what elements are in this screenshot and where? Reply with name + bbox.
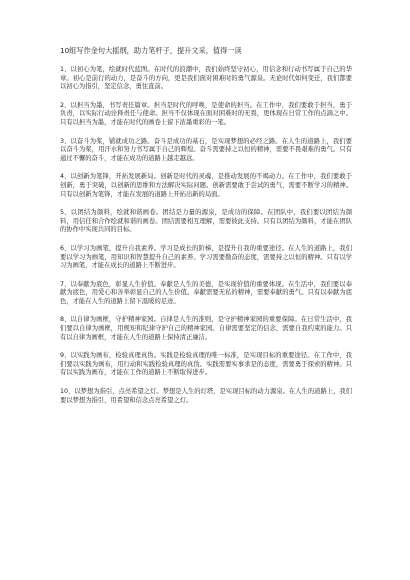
paragraph-2: 2、以担当为墨，书写责任篇章。担当是时代的呼唤，是使命的担当。在工作中，我们要敢于担当，勇于负责，以实际行动诠释责任与使命。担当不仅体现在面对困难时的无畏，更体现在日常工作的点滴之中。只有以担当为墨，才能在时代的画卷上留下浓墨重彩的一笔。 <box>60 101 352 126</box>
paragraph-3: 3、以奋斗为桨，铺就成功之路。奋斗是成功的基石，是实现梦想的必经之路。在人生的道路上，我们要以奋斗为桨，用汗水和努力书写属于自己的辉煌。奋斗需要持之以恒的精神，需要不畏艰难的勇气。只有通过不懈的奋斗，才能在成功的道路上越走越远。 <box>60 137 352 162</box>
paragraph-10: 10、以梦想为指引，点亮希望之灯。梦想是人生的灯塔，是实现目标的动力源泉。在人生的道路上，我们要以梦想为指引，用希望和信念点亮希望之灯。 <box>60 388 352 404</box>
paragraph-7: 7、以奉献为底色，彰显人生价值。奉献是人生的美德，是实现价值的重要体现。在生活中，我们要以奉献为底色，用爱心和善举彰显自己的人生价值。奉献需要无私的精神，需要奉献的勇气。只有以奉献为底色，才能在人生的道路上留下温暖的足迹。 <box>60 280 352 305</box>
paragraph-8: 8、以自律为画框，守护精神家园。自律是人生的准则，是守护精神家园的重要保障。在日常生活中，我们要以自律为画框，用规矩和纪律守护自己的精神家园。自律需要坚定的信念，需要自我约束的能力。只有以自律为画框，才能在人生的道路上保持清正廉洁。 <box>60 316 352 341</box>
paragraph-1: 1、以初心为笔，绘就时代蓝图。在时代的浪潮中，我们始终坚守初心，用信念和行动书写属于自己的华章。初心是前行的动力，是奋斗的方向，更是我们面对困难时的勇气源泉。无论时代如何变迁，我们都要以初心为指引，坚定信念，勇往直前。 <box>60 66 352 91</box>
paragraph-9: 9、以实践为画布，检验真理真伪。实践是检验真理的唯一标准，是实现目标的重要途径。在工作中，我们要以实践为画布，用行动和实践检验真理的真伪。实践需要实事求是的态度，需要勇于探索的精神。只有以实践为画布，才能在工作的道路上不断取得进步。 <box>60 352 352 377</box>
paragraph-6: 6、以学习为画笔，提升自我素养。学习是成长的阶梯，是提升自我的重要途径。在人生的道路上，我们要以学习为画笔，用知识和智慧提升自己的素养。学习需要勤奋的态度，需要持之以恒的精神。只有以学习为画笔，才能在成长的道路上不断进步。 <box>60 244 352 270</box>
paragraph-5: 5、以团结为颜料，绘就和谐画卷。团结是力量的源泉，是成功的保障。在团队中，我们要以团结为颜料，用信任和合作绘就和谐的画卷。团结需要相互理解，需要彼此支持。只有以团结为颜料，才能在团队的协作中实现共同的目标。 <box>60 209 352 234</box>
document-page <box>60 46 352 415</box>
paragraph-4: 4、以创新为笔锋，开拓发展新局。创新是时代的灵魂，是推动发展的不竭动力。在工作中，我们要敢于创新，勇于突破，以创新的思维和方法解决实际问题。创新需要敢于尝试的勇气，需要不断学习的精神。只有以创新为笔锋，才能在发展的道路上开拓出新的局面。 <box>60 173 352 198</box>
document-title: 10组写作金句大摇纲，助力笔杆子，提升文采，值得一读 <box>60 46 242 55</box>
